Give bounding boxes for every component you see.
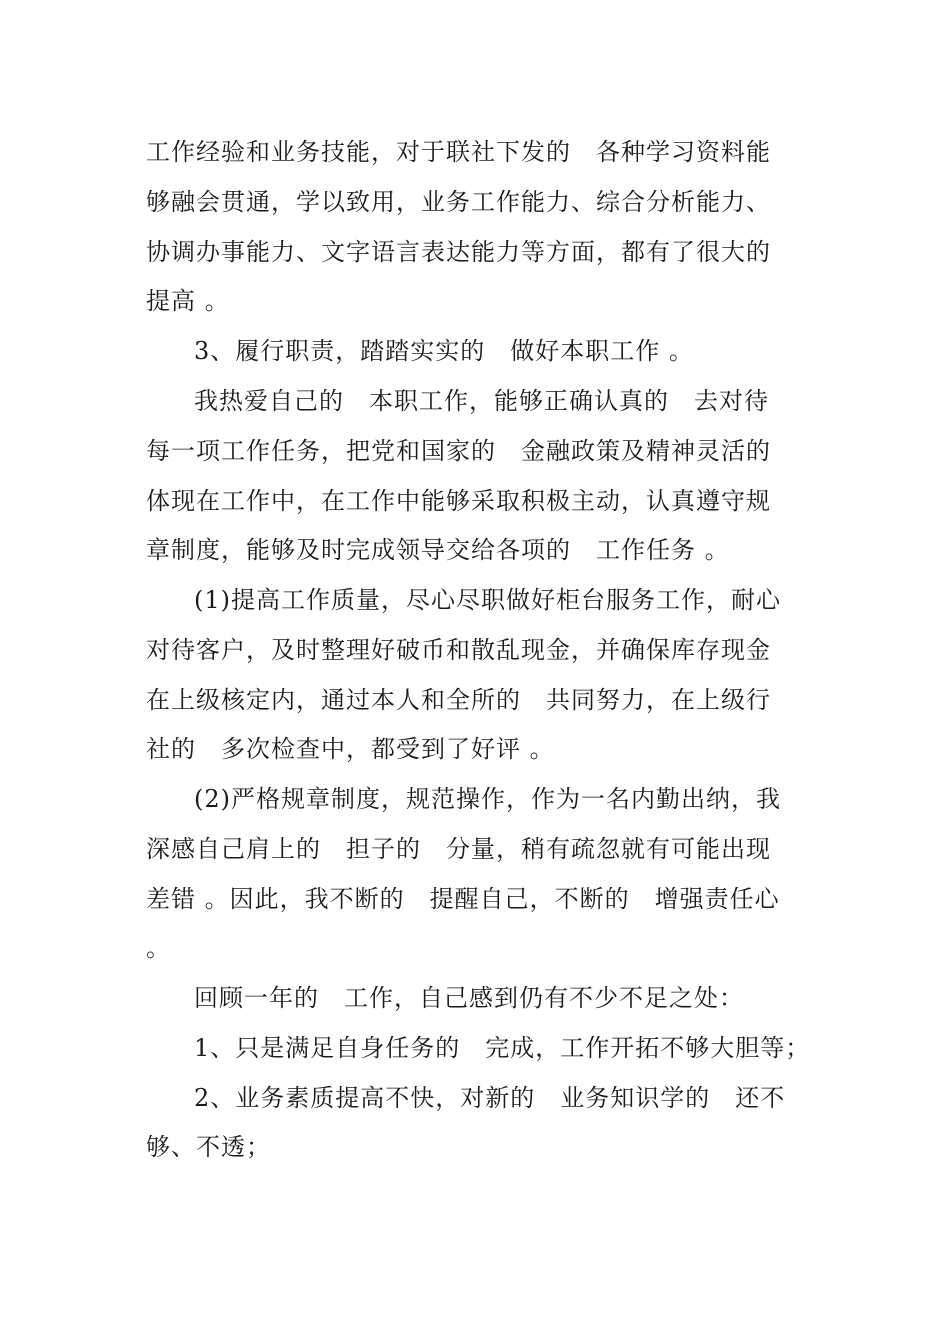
text-line: 工作经验和业务技能，对于联社下发的 各种学习资料能 <box>146 138 771 166</box>
text-line: 回顾一年的 工作，自己感到仍有不少不足之处： <box>194 984 744 1012</box>
text-line: 深感自己肩上的 担子的 分量，稍有疏忽就有可能出现 <box>146 835 771 863</box>
text-line: 2、业务素质提高不快，对新的 业务知识学的 还不 <box>194 1084 786 1112</box>
text-line: 协调办事能力、文字语言表达能力等方面，都有了很大的 <box>146 238 771 266</box>
text-line: 社的 多次检查中，都受到了好评 。 <box>146 735 555 763</box>
text-line: 我热爱自己的 本职工作，能够正确认真的 去对待 <box>194 387 769 415</box>
text-line: 。 <box>146 934 171 962</box>
text-line: 够、不透； <box>146 1133 271 1161</box>
text-line: 够融会贯通，学以致用，业务工作能力、综合分析能力、 <box>146 188 771 216</box>
text-line: 1、只是满足自身任务的 完成，工作开拓不够大胆等； <box>194 1034 811 1062</box>
text-line: 在上级核定内，通过本人和全所的 共同努力，在上级行 <box>146 686 771 714</box>
text-line: 3、履行职责，踏踏实实的 做好本职工作 。 <box>194 337 694 365</box>
text-line: 对待客户，及时整理好破币和散乱现金，并确保库存现金 <box>146 636 771 664</box>
text-line: 差错 。因此，我不断的 提醒自己，不断的 增强责任心 <box>146 885 780 913</box>
text-line: (1)提高工作质量，尽心尽职做好柜台服务工作，耐心 <box>194 586 781 614</box>
text-line: (2)严格规章制度，规范操作，作为一名内勤出纳，我 <box>194 785 781 813</box>
text-line: 章制度，能够及时完成领导交给各项的 工作任务 。 <box>146 536 730 564</box>
text-line: 提高 。 <box>146 287 230 315</box>
text-line: 体现在工作中，在工作中能够采取积极主动，认真遵守规 <box>146 487 771 515</box>
text-line: 每一项工作任务，把党和国家的 金融政策及精神灵活的 <box>146 437 771 465</box>
